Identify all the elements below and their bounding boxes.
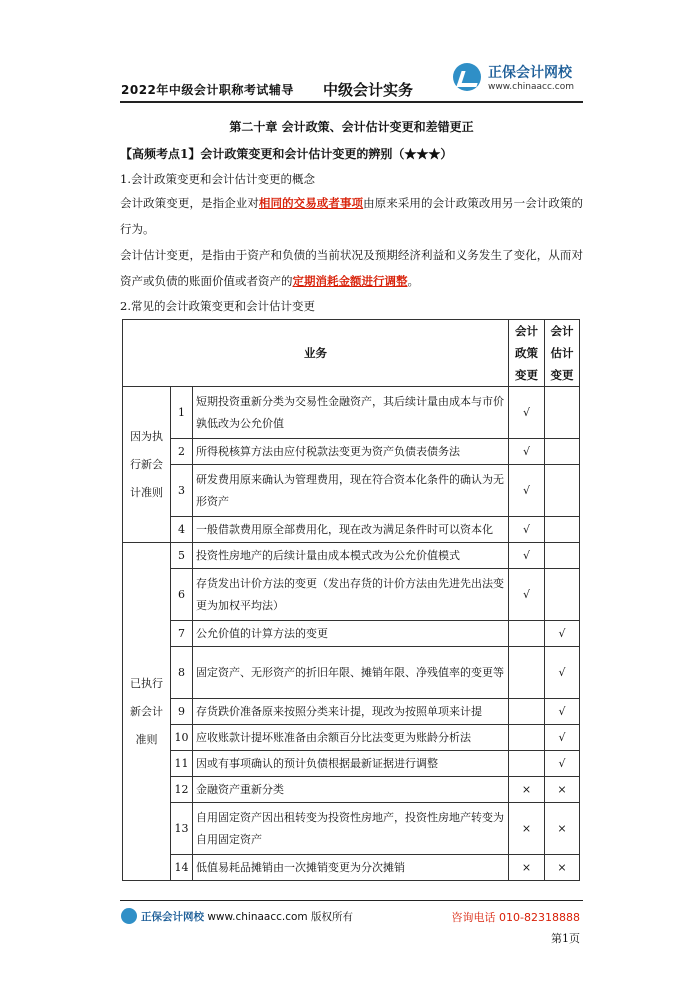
row-text: 自用固定资产因出租转变为投资性房地产，投资性房地产转变为自用固定资产	[193, 803, 509, 855]
row-text: 存货发出计价方法的变更（发出存货的计价方法由先进先出法变更为加权平均法）	[193, 569, 509, 621]
row-text: 短期投资重新分类为交易性金融资产，其后续计量由成本与市价孰低改为公允价值	[193, 387, 509, 439]
logo-name: 正保会计网校	[488, 65, 572, 81]
policy-mark: ×	[509, 803, 545, 855]
policy-mark	[509, 751, 545, 777]
table-row	[123, 439, 580, 465]
estimate-mark: √	[545, 751, 580, 777]
table-row	[123, 465, 580, 517]
header-divider	[120, 101, 583, 103]
row-number: 13	[171, 803, 193, 855]
row-text: 研发费用原来确认为管理费用，现在符合资本化条件的确认为无形资产	[193, 465, 509, 517]
policy-mark	[509, 699, 545, 725]
exam-title: 2022年中级会计职称考试辅导	[121, 83, 294, 97]
estimate-text-post: 。	[407, 274, 419, 288]
row-number: 14	[171, 855, 193, 881]
page-number: 第1页	[551, 932, 580, 945]
estimate-mark: ×	[545, 803, 580, 855]
estimate-mark	[545, 543, 580, 569]
table-header-row	[123, 320, 580, 387]
policy-mark: ×	[509, 855, 545, 881]
row-number: 8	[171, 647, 193, 699]
policy-mark: √	[509, 517, 545, 543]
footer-hotline: 咨询电话 010-82318888	[451, 911, 580, 924]
table-row	[123, 803, 580, 855]
policy-mark: √	[509, 465, 545, 517]
header-estimate-change: 会计估计变更	[545, 320, 580, 387]
table-row	[123, 517, 580, 543]
row-number: 10	[171, 725, 193, 751]
table-row	[123, 569, 580, 621]
footer-copyright	[141, 909, 353, 924]
row-text: 公允价值的计算方法的变更	[193, 621, 509, 647]
row-number: 9	[171, 699, 193, 725]
policy-estimate-table	[122, 319, 580, 881]
brand-logo[interactable]	[453, 60, 583, 98]
estimate-mark	[545, 465, 580, 517]
row-text: 投资性房地产的后续计量由成本模式改为公允价值模式	[193, 543, 509, 569]
row-text: 金融资产重新分类	[193, 777, 509, 803]
table-row	[123, 621, 580, 647]
estimate-mark	[545, 387, 580, 439]
row-text: 因或有事项确认的预计负债根据最新证据进行调整	[193, 751, 509, 777]
table-row	[123, 725, 580, 751]
policy-mark: √	[509, 569, 545, 621]
policy-mark	[509, 621, 545, 647]
estimate-mark	[545, 439, 580, 465]
row-text: 所得税核算方法由应付税款法变更为资产负债表债务法	[193, 439, 509, 465]
estimate-mark: √	[545, 621, 580, 647]
row-number: 1	[171, 387, 193, 439]
estimate-highlight: 定期消耗金额进行调整	[292, 274, 408, 288]
check-swoosh-icon	[453, 63, 481, 91]
estimate-text-pre: 会计估计变更，是指由于资产和负债的当前状况及预期经济利益和义务发生了变化，从而对资产或负债的账面价值或者资产的	[120, 248, 583, 288]
row-text: 固定资产、无形资产的折旧年限、摊销年限、净残值率的变更等	[193, 647, 509, 699]
estimate-mark: ×	[545, 855, 580, 881]
footer-logo-icon	[121, 908, 137, 924]
footer-brand: 正保会计网校	[141, 911, 204, 923]
row-text: 低值易耗品摊销由一次摊销变更为分次摊销	[193, 855, 509, 881]
row-number: 3	[171, 465, 193, 517]
section1-heading: 1.会计政策变更和会计估计变更的概念	[120, 172, 315, 186]
policy-mark: √	[509, 387, 545, 439]
group-executed-standard: 已执行新会计准则	[123, 543, 171, 881]
estimate-change-definition	[120, 242, 583, 294]
estimate-mark: √	[545, 699, 580, 725]
table-row	[123, 855, 580, 881]
policy-change-definition	[120, 190, 583, 242]
row-number: 2	[171, 439, 193, 465]
key-point-heading: 【高频考点1】会计政策变更和会计估计变更的辨别（★★★）	[120, 147, 453, 161]
row-text: 一般借款费用原全部费用化，现在改为满足条件时可以资本化	[193, 517, 509, 543]
row-number: 6	[171, 569, 193, 621]
policy-mark: √	[509, 543, 545, 569]
row-number: 5	[171, 543, 193, 569]
header-business: 业务	[123, 320, 509, 387]
row-number: 7	[171, 621, 193, 647]
policy-mark: √	[509, 439, 545, 465]
policy-highlight: 相同的交易或者事项	[258, 196, 364, 210]
policy-mark	[509, 647, 545, 699]
chapter-title: 第二十章 会计政策、会计估计变更和差错更正	[229, 120, 474, 134]
table-row	[123, 777, 580, 803]
estimate-mark	[545, 569, 580, 621]
row-number: 4	[171, 517, 193, 543]
table-row	[123, 647, 580, 699]
logo-url: www.chinaacc.com	[488, 82, 574, 92]
group-new-standard: 因为执行新会计准则	[123, 387, 171, 543]
row-number: 12	[171, 777, 193, 803]
section2-heading: 2.常见的会计政策变更和会计估计变更	[120, 299, 315, 313]
table-row	[123, 543, 580, 569]
footer-site[interactable]: www.chinaacc.com 版权所有	[207, 911, 353, 923]
row-number: 11	[171, 751, 193, 777]
estimate-mark	[545, 517, 580, 543]
policy-mark: ×	[509, 777, 545, 803]
table-row	[123, 699, 580, 725]
subject-title: 中级会计实务	[323, 81, 414, 99]
policy-text-pre: 会计政策变更，是指企业对	[120, 196, 259, 210]
table-row	[123, 751, 580, 777]
estimate-mark: √	[545, 647, 580, 699]
estimate-mark: ×	[545, 777, 580, 803]
estimate-mark: √	[545, 725, 580, 751]
table-row	[123, 387, 580, 439]
footer-divider	[120, 900, 583, 901]
row-text: 应收账款计提坏账准备由余额百分比法变更为账龄分析法	[193, 725, 509, 751]
policy-text-post: 由原来采用的会计政策改用另一会计政策的行为。	[120, 196, 584, 236]
row-text: 存货跌价准备原来按照分类来计提，现改为按照单项来计提	[193, 699, 509, 725]
header-policy-change: 会计政策变更	[509, 320, 545, 387]
policy-mark	[509, 725, 545, 751]
